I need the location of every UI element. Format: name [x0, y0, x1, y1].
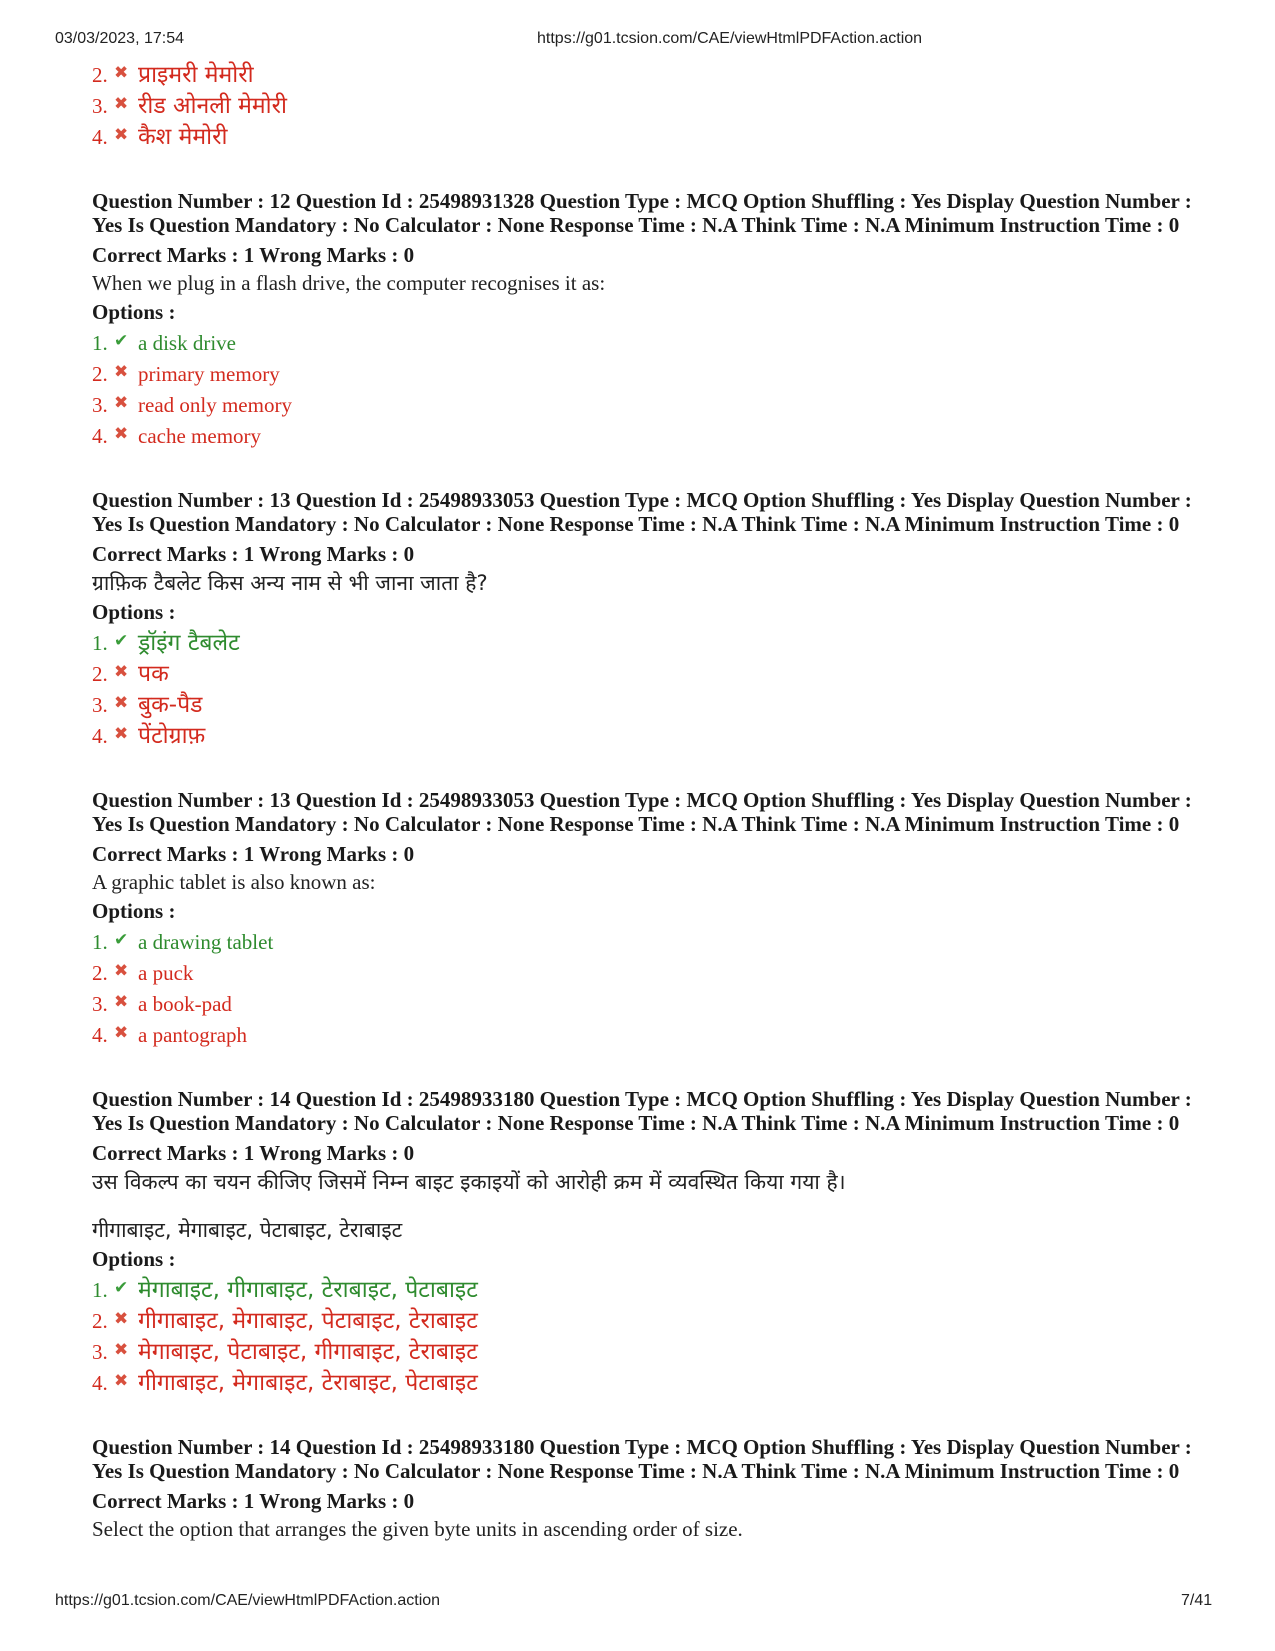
carryover-options	[92, 58, 1212, 151]
question-meta-line: Yes Is Question Mandatory : No Calculator : None Response Time : N.A Think Time : N.A Minimum Instruction Time : 0	[92, 1459, 1180, 1483]
option-text: बुक-पैड	[138, 692, 203, 718]
option-text: read only memory	[138, 393, 292, 417]
option-row	[92, 956, 1212, 987]
options-label: Options :	[92, 899, 176, 923]
question-block	[92, 1435, 1212, 1544]
option-number: 4.	[92, 1023, 108, 1047]
option-row	[92, 1304, 1212, 1335]
option-number: 1.	[92, 631, 108, 655]
question-meta-line: Question Number : 13 Question Id : 25498933053 Question Type : MCQ Option Shuffling : Yes Display Question Number :	[92, 488, 1192, 512]
option-text: गीगाबाइट, मेगाबाइट, टेराबाइट, पेटाबाइट	[138, 1370, 478, 1396]
wrong-icon: ✖	[114, 1340, 129, 1360]
option-text: गीगाबाइट, मेगाबाइट, पेटाबाइट, टेराबाइट	[138, 1308, 478, 1334]
question-meta-line: Yes Is Question Mandatory : No Calculator : None Response Time : N.A Think Time : N.A Minimum Instruction Time : 0	[92, 812, 1180, 836]
print-footer-url[interactable]: https://g01.tcsion.com/CAE/viewHtmlPDFAction.action	[55, 1592, 441, 1609]
option-number: 1.	[92, 331, 108, 355]
option-text: पेंटोग्राफ़	[138, 723, 206, 749]
question-marks: Correct Marks : 1 Wrong Marks : 0	[92, 1489, 415, 1513]
option-row	[92, 1018, 1212, 1049]
options-label: Options :	[92, 1247, 176, 1271]
option-text: कैश मेमोरी	[138, 124, 228, 150]
option-text: पक	[138, 661, 169, 687]
question-meta	[92, 189, 1212, 237]
option-text: a puck	[138, 961, 194, 985]
wrong-icon: ✖	[114, 1023, 129, 1043]
option-row	[92, 925, 1212, 956]
option-row	[92, 89, 1212, 120]
print-datetime: 03/03/2023, 17:54	[55, 30, 185, 47]
option-row	[92, 688, 1212, 719]
option-number: 4.	[92, 724, 108, 748]
option-row	[92, 987, 1212, 1018]
option-row	[92, 326, 1212, 357]
option-text: a pantograph	[138, 1023, 248, 1047]
option-row	[92, 357, 1212, 388]
question-marks: Correct Marks : 1 Wrong Marks : 0	[92, 243, 415, 267]
option-number: 2.	[92, 1309, 108, 1333]
options-label: Options :	[92, 300, 176, 324]
check-icon: ✔	[114, 1278, 129, 1298]
page-number: 7/41	[1181, 1592, 1213, 1609]
option-number: 3.	[92, 693, 108, 717]
option-number: 4.	[92, 125, 108, 149]
option-text: primary memory	[138, 362, 280, 386]
wrong-icon: ✖	[114, 393, 129, 413]
question-text: ग्राफ़िक टैबलेट किस अन्य नाम से भी जाना जाता है?	[92, 571, 488, 595]
option-text: a drawing tablet	[138, 930, 274, 954]
question-paper-content	[92, 58, 1212, 1544]
wrong-icon: ✖	[114, 362, 129, 382]
option-number: 1.	[92, 1278, 108, 1302]
wrong-icon: ✖	[114, 424, 129, 444]
option-row	[92, 388, 1212, 419]
option-text: ड्रॉइंग टैबलेट	[138, 630, 240, 656]
option-row	[92, 419, 1212, 450]
question-meta-line: Question Number : 12 Question Id : 25498931328 Question Type : MCQ Option Shuffling : Yes Display Question Number :	[92, 189, 1192, 213]
check-icon: ✔	[114, 930, 129, 950]
option-text: a book-pad	[138, 992, 232, 1016]
option-number: 4.	[92, 1371, 108, 1395]
question-block	[92, 788, 1212, 1049]
question-block	[92, 1087, 1212, 1397]
option-row	[92, 1366, 1212, 1397]
question-meta-line: Question Number : 14 Question Id : 25498933180 Question Type : MCQ Option Shuffling : Yes Display Question Number :	[92, 1087, 1192, 1111]
option-number: 3.	[92, 992, 108, 1016]
question-text: उस विकल्प का चयन कीजिए जिसमें निम्न बाइट इकाइयों को आरोही क्रम में व्यवस्थित किया गया है।	[92, 1170, 846, 1194]
question-meta-line: Yes Is Question Mandatory : No Calculator : None Response Time : N.A Think Time : N.A Minimum Instruction Time : 0	[92, 213, 1180, 237]
question-meta	[92, 488, 1212, 536]
options-label: Options :	[92, 600, 176, 624]
option-row	[92, 657, 1212, 688]
wrong-icon: ✖	[114, 724, 129, 744]
option-row	[92, 1335, 1212, 1366]
check-icon: ✔	[114, 331, 129, 351]
option-text: रीड ओनली मेमोरी	[138, 93, 287, 119]
wrong-icon: ✖	[114, 94, 129, 114]
wrong-icon: ✖	[114, 693, 129, 713]
question-text-units: गीगाबाइट, मेगाबाइट, पेटाबाइट, टेराबाइट	[92, 1218, 403, 1242]
option-number: 3.	[92, 94, 108, 118]
option-number: 2.	[92, 362, 108, 386]
option-number: 1.	[92, 930, 108, 954]
wrong-icon: ✖	[114, 63, 129, 83]
question-text: Select the option that arranges the given byte units in ascending order of size.	[92, 1517, 743, 1541]
question-meta	[92, 788, 1212, 836]
wrong-icon: ✖	[114, 992, 129, 1012]
option-text: मेगाबाइट, गीगाबाइट, टेराबाइट, पेटाबाइट	[138, 1277, 478, 1303]
wrong-icon: ✖	[114, 125, 129, 145]
option-number: 2.	[92, 662, 108, 686]
option-number: 2.	[92, 63, 108, 87]
option-number: 4.	[92, 424, 108, 448]
question-meta	[92, 1087, 1212, 1135]
option-number: 3.	[92, 393, 108, 417]
question-marks: Correct Marks : 1 Wrong Marks : 0	[92, 542, 415, 566]
option-text: a disk drive	[138, 331, 236, 355]
option-row	[92, 120, 1212, 151]
option-row	[92, 626, 1212, 657]
question-meta-line: Yes Is Question Mandatory : No Calculator : None Response Time : N.A Think Time : N.A Minimum Instruction Time : 0	[92, 1111, 1180, 1135]
option-row	[92, 1273, 1212, 1304]
option-text: मेगाबाइट, पेटाबाइट, गीगाबाइट, टेराबाइट	[138, 1339, 478, 1365]
question-meta-line: Question Number : 13 Question Id : 25498933053 Question Type : MCQ Option Shuffling : Yes Display Question Number :	[92, 788, 1192, 812]
option-number: 2.	[92, 961, 108, 985]
check-icon: ✔	[114, 631, 129, 651]
question-block	[92, 189, 1212, 450]
option-number: 3.	[92, 1340, 108, 1364]
print-header-url[interactable]: https://g01.tcsion.com/CAE/viewHtmlPDFAction.action	[537, 30, 923, 47]
spacer	[92, 1197, 1212, 1215]
wrong-icon: ✖	[114, 662, 129, 682]
question-text: When we plug in a flash drive, the computer recognises it as:	[92, 271, 606, 295]
wrong-icon: ✖	[114, 1309, 129, 1329]
wrong-icon: ✖	[114, 961, 129, 981]
question-meta	[92, 1435, 1212, 1483]
question-marks: Correct Marks : 1 Wrong Marks : 0	[92, 1141, 415, 1165]
question-meta-line: Question Number : 14 Question Id : 25498933180 Question Type : MCQ Option Shuffling : Yes Display Question Number :	[92, 1435, 1192, 1459]
option-row	[92, 58, 1212, 89]
wrong-icon: ✖	[114, 1371, 129, 1391]
question-marks: Correct Marks : 1 Wrong Marks : 0	[92, 842, 415, 866]
question-meta-line: Yes Is Question Mandatory : No Calculator : None Response Time : N.A Think Time : N.A Minimum Instruction Time : 0	[92, 512, 1180, 536]
question-block	[92, 488, 1212, 750]
option-row	[92, 719, 1212, 750]
option-text: cache memory	[138, 424, 262, 448]
question-text: A graphic tablet is also known as:	[92, 870, 376, 894]
option-text: प्राइमरी मेमोरी	[138, 62, 254, 88]
